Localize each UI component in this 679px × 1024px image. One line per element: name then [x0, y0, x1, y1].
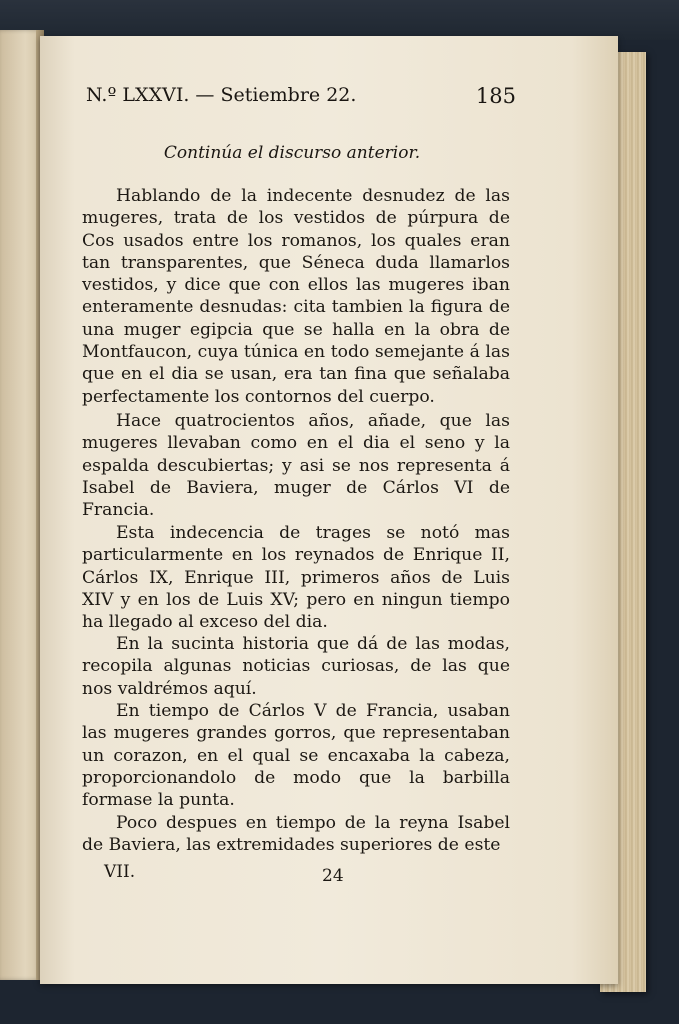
issue-heading: N.º LXXVI. — Setiembre 22. [86, 84, 357, 106]
paragraph-text: Esta indecencia de trages se notó mas particularmente en los reynados de Enrique II, Cárlos IX, Enrique III, primeros años de Luis XIV y en los de Luis XV; pero en ningun tiempo ha llegado al exceso del dia. [82, 523, 510, 633]
paragraph [82, 812, 510, 857]
paragraph [82, 700, 510, 811]
paragraph-text: Hace quatrocientos años, añade, que las mugeres llevaban como en el dia el seno y la espalda descubiertas; y asi se nos representa á Isabel de Baviera, muger de Cárlos VI de Francia. [82, 411, 510, 521]
paragraph [82, 185, 510, 408]
backdrop [0, 0, 679, 40]
gathering-number: 24 [322, 866, 344, 886]
paragraph [82, 410, 510, 521]
paragraph [82, 522, 510, 633]
page-number: 185 [475, 84, 516, 108]
running-header [86, 84, 516, 114]
signature-mark: VII. [104, 862, 136, 882]
paragraph-text: Poco despues en tiempo de la reyna Isabel de Baviera, las extremidades superiores de este [82, 813, 510, 856]
paragraph-text: En tiempo de Cárlos V de Francia, usaban las mugeres grandes gorros, que representaban un corazon, en el qual se encaxaba la cabeza, proporcionandolo de modo que la barbilla formase la punta. [82, 701, 510, 811]
paragraph [82, 633, 510, 700]
section-subtitle: Continúa el discurso anterior. [163, 143, 421, 163]
paragraph-text: En la sucinta historia que dá de las modas, recopila algunas noticias curiosas, de las que nos valdrémos aquí. [82, 634, 510, 699]
paragraph-text: Hablando de la indecente desnudez de las mugeres, trata de los vestidos de púrpura de Cos usados entre los romanos, los quales eran tan transparentes, que Séneca duda llamarlos vestidos, y dice que con ellos las mugeres iban enteramente desnudas: cita tambien la figura de una muger egipcia que se halla en la obra de Montfaucon, cuya túnica en todo semejante á las que en el dia se usan, era tan fina que señalaba perfectamente los contornos del cuerpo. [82, 186, 510, 407]
